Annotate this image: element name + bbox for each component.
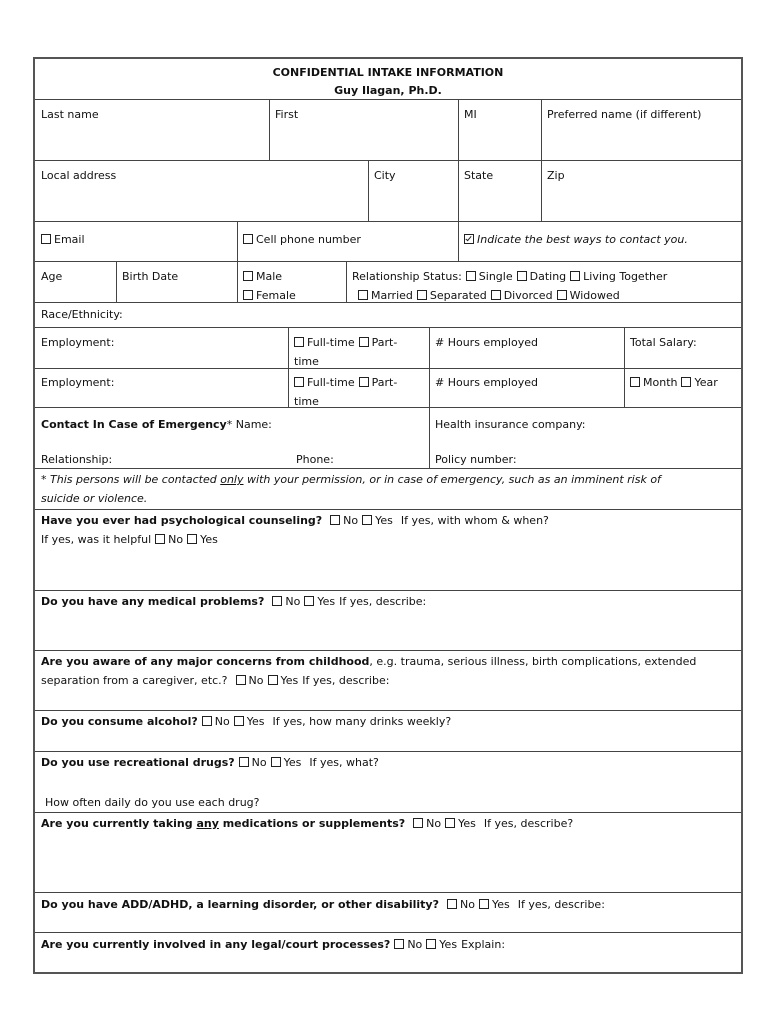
checkbox-icon[interactable] — [557, 290, 567, 300]
female-label: Female — [256, 289, 296, 302]
policy-number-field[interactable] — [429, 448, 523, 469]
separated-label: Separated — [429, 289, 487, 302]
follow-up-text: If yes, describe: — [339, 595, 427, 608]
phone-label: Phone: — [296, 453, 334, 466]
drugs-question — [35, 751, 385, 772]
birth-date-label: Birth Date — [122, 270, 179, 283]
question-text: medications or supplements? — [218, 817, 406, 830]
emergency-contact-name-field[interactable] — [35, 409, 278, 434]
male-option[interactable] — [243, 267, 296, 286]
hours-field-2[interactable] — [429, 367, 544, 392]
question-text: Are you aware of any major concerns from childhood — [41, 655, 370, 668]
preferred-name-field[interactable] — [541, 99, 707, 124]
question-text: Do you use recreational drugs? — [41, 756, 235, 769]
widowed-label: Widowed — [569, 289, 620, 302]
last-name-field[interactable] — [35, 99, 105, 124]
state-label: State — [464, 169, 494, 182]
no-label: No — [426, 817, 442, 830]
yes-label: Yes — [439, 938, 458, 951]
state-field[interactable] — [458, 160, 499, 185]
checkbox-icon[interactable] — [479, 899, 489, 909]
hours-field-1[interactable] — [429, 327, 544, 352]
last-name-label: Last name — [41, 108, 99, 121]
checkbox-icon[interactable] — [202, 716, 212, 726]
intake-form — [33, 57, 743, 974]
checkbox-icon[interactable] — [239, 757, 249, 767]
checkbox-icon[interactable] — [359, 377, 369, 387]
note-text: with your permission, or in case of emergency, such as an imminent risk of — [243, 473, 661, 486]
no-label: No — [214, 715, 230, 728]
male-label: Male — [256, 270, 283, 283]
note-text: * This persons will be contacted — [41, 473, 221, 486]
checkbox-icon[interactable] — [294, 337, 304, 347]
emergency-name-label: * Name: — [226, 418, 272, 431]
checkbox-icon[interactable] — [413, 818, 423, 828]
age-field[interactable] — [35, 261, 68, 286]
relationship-status-label: Relationship Status: — [352, 270, 462, 283]
married-label: Married — [371, 289, 413, 302]
living-together-label: Living Together — [583, 270, 668, 283]
part-time-label-cont: time — [294, 355, 319, 368]
preferred-name-label: Preferred name (if different) — [547, 108, 702, 121]
cell-phone-option[interactable] — [237, 221, 367, 249]
employment-label: Employment: — [41, 336, 115, 349]
city-label: City — [374, 169, 396, 182]
contact-instructions — [458, 221, 694, 249]
checkbox-icon[interactable] — [362, 515, 372, 525]
total-salary-label: Total Salary: — [630, 336, 697, 349]
question-detail: , e.g. trauma, serious illness, birth complications, extended — [369, 655, 697, 668]
race-field[interactable] — [35, 302, 129, 324]
policy-number-label: Policy number: — [435, 453, 517, 466]
checkbox-icon[interactable] — [447, 899, 457, 909]
yes-label: Yes — [280, 674, 299, 687]
emergency-phone-field[interactable] — [290, 448, 340, 469]
no-label: No — [248, 674, 264, 687]
year-label: Year — [694, 376, 718, 389]
zip-label: Zip — [547, 169, 565, 182]
form-subtitle: Guy Ilagan, Ph.D. — [334, 84, 442, 97]
checkbox-icon[interactable] — [681, 377, 691, 387]
drug-frequency-field[interactable] — [39, 791, 266, 812]
divorced-label: Divorced — [503, 289, 553, 302]
checkbox-icon[interactable] — [234, 716, 244, 726]
no-label: No — [168, 533, 184, 546]
checkbox-icon[interactable] — [466, 271, 476, 281]
employment-label: Employment: — [41, 376, 115, 389]
checkbox-icon[interactable] — [41, 234, 51, 244]
question-text: Do you consume alcohol? — [41, 715, 198, 728]
question-emphasis: any — [196, 817, 219, 830]
checkbox-icon[interactable] — [187, 534, 197, 544]
no-label: No — [459, 898, 475, 911]
health-insurance-label: Health insurance company: — [435, 418, 586, 431]
checkbox-icon[interactable] — [243, 234, 253, 244]
checkbox-icon[interactable] — [358, 290, 368, 300]
gender-options — [237, 261, 302, 305]
checkbox-icon[interactable] — [517, 271, 527, 281]
first-name-field[interactable] — [269, 99, 304, 124]
note-emphasis: only — [220, 473, 244, 486]
full-time-label: Full-time — [307, 376, 355, 389]
follow-up-text: Explain: — [461, 938, 506, 951]
follow-up-text: If yes, describe: — [517, 898, 605, 911]
yes-label: Yes — [375, 514, 393, 527]
checkbox-icon[interactable] — [243, 290, 253, 300]
employment-field-1[interactable] — [35, 327, 120, 352]
mi-label: MI — [464, 108, 477, 121]
city-field[interactable] — [368, 160, 402, 185]
yes-label: Yes — [317, 595, 336, 608]
legal-question — [35, 932, 511, 954]
age-label: Age — [41, 270, 63, 283]
follow-up-text: If yes, how many drinks weekly? — [272, 715, 452, 728]
yes-label: Yes — [200, 533, 218, 546]
question-text: Have you ever had psychological counseling? — [41, 514, 323, 527]
checkbox-icon[interactable] — [243, 271, 253, 281]
local-address-field[interactable] — [35, 160, 122, 185]
no-label: No — [251, 756, 267, 769]
full-time-label: Full-time — [307, 336, 355, 349]
question-detail: separation from a caregiver, etc.? — [41, 674, 228, 687]
local-address-label: Local address — [41, 169, 117, 182]
contact-instructions-text: Indicate the best ways to contact you. — [477, 233, 688, 246]
yes-label: Yes — [458, 817, 476, 830]
follow-up-text: If yes, with whom & when? — [400, 514, 549, 527]
email-option[interactable] — [35, 221, 91, 249]
checkbox-icon[interactable] — [268, 675, 278, 685]
checkbox-icon[interactable] — [272, 596, 282, 606]
follow-up-text: If yes, describe? — [483, 817, 574, 830]
checkbox-icon[interactable] — [236, 675, 246, 685]
question-text: Are you currently taking — [41, 817, 197, 830]
emergency-note — [35, 468, 667, 508]
part-time-label: Part- — [371, 376, 398, 389]
birth-date-field[interactable] — [116, 261, 184, 286]
cell-phone-label: Cell phone number — [256, 233, 361, 246]
disability-question — [35, 892, 611, 914]
no-label: No — [343, 514, 359, 527]
question-text: Do you have any medical problems? — [41, 595, 265, 608]
total-salary-field[interactable] — [624, 327, 703, 352]
emergency-contact-label: Contact In Case of Emergency — [41, 418, 227, 431]
follow-up-text: If yes, describe: — [302, 674, 390, 687]
female-option[interactable] — [243, 286, 296, 305]
employment-field-2[interactable] — [35, 367, 120, 392]
hours-label: # Hours employed — [435, 376, 538, 389]
checkbox-icon[interactable] — [426, 939, 436, 949]
checkbox-icon[interactable] — [330, 515, 340, 525]
question-text: Are you currently involved in any legal/court processes? — [41, 938, 391, 951]
relationship-label: Relationship: — [41, 453, 113, 466]
dating-label: Dating — [529, 270, 567, 283]
part-time-label: Part- — [371, 336, 398, 349]
checkbox-icon[interactable] — [359, 337, 369, 347]
checkbox-icon[interactable] — [155, 534, 165, 544]
checked-box-icon — [464, 234, 474, 244]
medical-question — [35, 590, 432, 611]
checkbox-icon[interactable] — [394, 939, 404, 949]
checkbox-icon[interactable] — [294, 377, 304, 387]
note-text: suicide or violence. — [41, 492, 148, 505]
follow-up-text: If yes, was it helpful — [41, 533, 152, 546]
zip-field[interactable] — [541, 160, 571, 185]
no-label: No — [285, 595, 301, 608]
single-label: Single — [478, 270, 513, 283]
yes-label: Yes — [283, 756, 302, 769]
checkbox-icon[interactable] — [417, 290, 427, 300]
checkbox-icon[interactable] — [445, 818, 455, 828]
relationship-status — [346, 261, 673, 305]
counseling-question — [35, 509, 555, 549]
health-insurance-field[interactable] — [429, 409, 592, 434]
month-label: Month — [643, 376, 678, 389]
checkbox-icon[interactable] — [570, 271, 580, 281]
medications-question — [35, 812, 579, 833]
emergency-relationship-field[interactable] — [35, 448, 118, 469]
alcohol-question — [35, 710, 457, 731]
no-label: No — [407, 938, 423, 951]
yes-label: Yes — [491, 898, 510, 911]
checkbox-icon[interactable] — [491, 290, 501, 300]
follow-up-text: If yes, what? — [309, 756, 379, 769]
checkbox-icon[interactable] — [630, 377, 640, 387]
yes-label: Yes — [246, 715, 265, 728]
race-label: Race/Ethnicity: — [41, 308, 123, 321]
childhood-question — [35, 650, 702, 690]
email-label: Email — [54, 233, 85, 246]
follow-up-text: How often daily do you use each drug? — [45, 796, 260, 809]
checkbox-icon[interactable] — [271, 757, 281, 767]
checkbox-icon[interactable] — [304, 596, 314, 606]
first-name-label: First — [275, 108, 299, 121]
mi-field[interactable] — [458, 99, 483, 124]
employment-type-1 — [288, 327, 403, 371]
question-text: Do you have ADD/ADHD, a learning disorder, or other disability? — [41, 898, 439, 911]
employment-type-2 — [288, 367, 403, 411]
form-title: CONFIDENTIAL INTAKE INFORMATION — [272, 66, 504, 79]
salary-period — [624, 367, 724, 392]
hours-label: # Hours employed — [435, 336, 538, 349]
part-time-label-cont: time — [294, 395, 319, 408]
